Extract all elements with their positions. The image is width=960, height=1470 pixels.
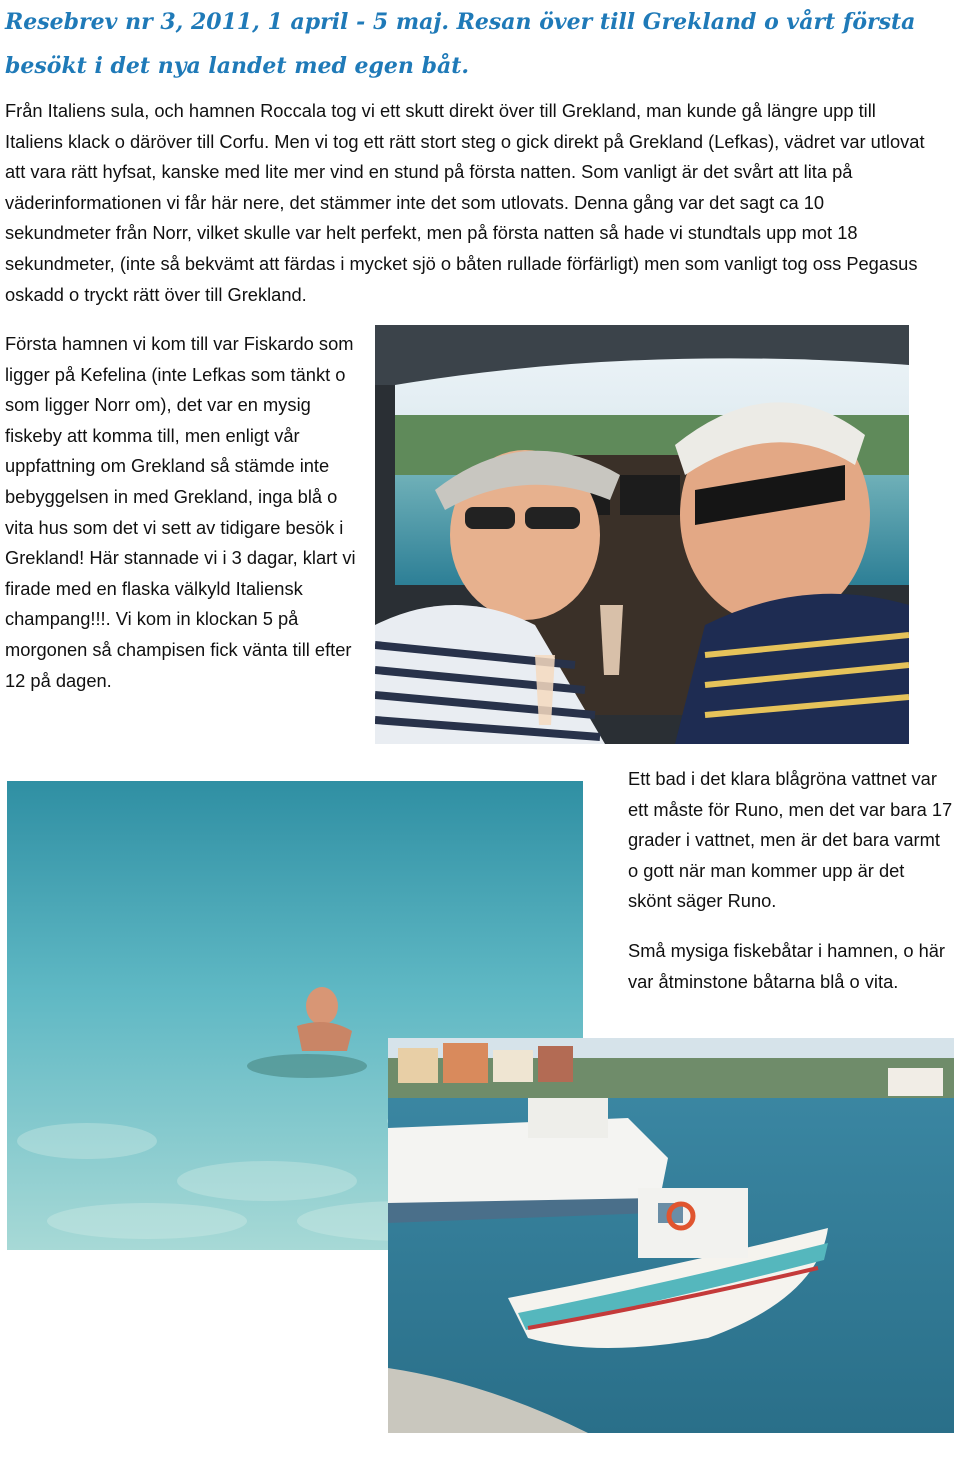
photo-harbor-boats <box>388 1038 954 1433</box>
bath-paragraph: Ett bad i det klara blågröna vattnet var ett måste för Runo, men det var bara 17 grader i vattnet, men är det bara varmt o gott när man kommer upp är det skönt säger Runo. <box>628 768 953 912</box>
couple-photo-image <box>375 325 909 744</box>
page-title: Resebrev nr 3, 2011, 1 april - 5 maj. Resan över till Grekland o vårt första besökt i det nya landet med egen båt. <box>5 9 916 79</box>
harbor-photo-image <box>388 1038 954 1433</box>
boats-paragraph: Små mysiga fiskebåtar i hamnen, o här var åtminstone båtarna blå o vita. <box>628 940 946 992</box>
fiskardo-paragraph: Första hamnen vi kom till var Fiskardo som ligger på Kefelina (inte Lefkas som tänkt o som ligger Norr om), det var en mysig fiskeby att komma till, men enligt vår uppfattning om Grekland så stämde inte bebyggelsen in med Grekland, inga blå o vita hus som det vi sett av tidigare besök i Grekland! Här stannade vi i 3 dagar, klart vi firade med en flaska välkyld Italiensk champang!!!. Vi kom in klockan 5 på morgonen så champisen fick vänta till efter 12 på dagen. <box>5 333 356 691</box>
photo-couple-toasting <box>375 325 909 744</box>
intro-paragraph: Från Italiens sula, och hamnen Roccala tog vi ett skutt direkt över till Grekland, man kunde gå längre upp till Italiens klack o däröver till Corfu. Men vi tog ett rätt stort steg o gick direkt på Grekland (Lefkas), vädret var utlovat att vara rätt hyfsat, kanske med lite mer vind en stund på första natten. Som vanligt är det svårt att lita på väderinformationen vi får här nere, det stämmer inte det som utlovats. Denna gång var det sagt ca 10 sekundmeter från Norr, vilket skulle var helt perfekt, men på första natten så hade vi stundtals upp mot 18 sekundmeter, (inte så bekvämt att färdas i mycket sjö o båten rullade förfärligt) men som vanligt tog oss Pegasus oskadd o tryckt rätt över till Grekland. <box>5 100 925 305</box>
